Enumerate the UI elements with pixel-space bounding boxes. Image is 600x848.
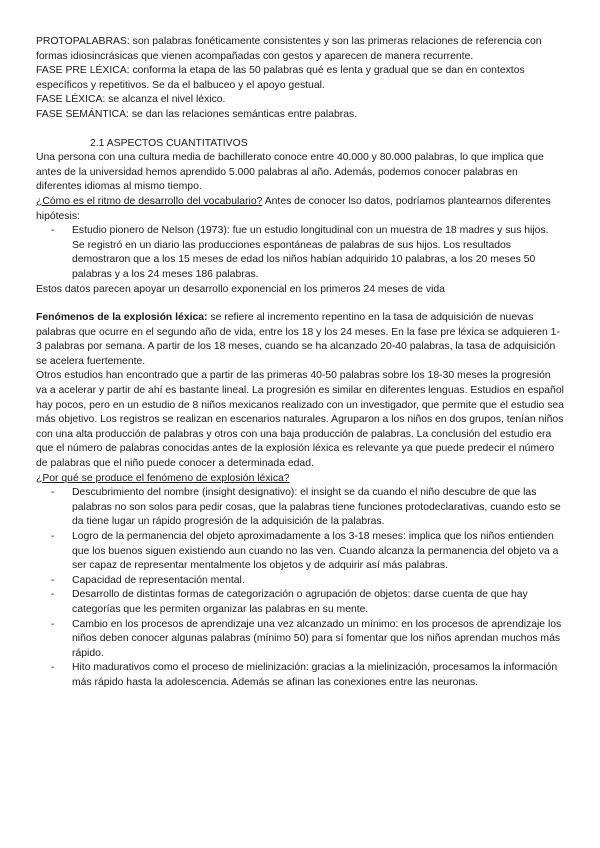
spacer [36,297,564,311]
list-item: - Descubrimiento del nombre (insight designativo): el insight se da cuando el niño descubre de que las palabras no son solos para pedir cosas, que la palabras tiene funciones protodeclarativas, cuando esto se da tiene lugar un rápido progresión de la adquisición de la palabras. [72,486,564,530]
explosion-question: ¿Por qué se produce el fenómeno de explosión léxica? [36,472,290,484]
list-item: - Hito madurativos como el proceso de mielinización: gracias a la mielinización, procesamos la información más rápido hasta la adolescencia. Además se afinan las conexiones entre las neuronas. [72,661,564,690]
list-item: - Estudio pionero de Nelson (1973): fue un estudio longitudinal con un muestra de 18 madres y sus hijos. Se registró en un diario las producciones espontáneas de palabras de sus hijos. Los resultados demostraron que a los 15 meses de edad los niños habían adquirido 10 palabras, a los 20 meses 50 palabras y a los 24 meses 186 palabras. [72,224,564,282]
list-item: - Desarrollo de distintas formas de categorización o agrupación de objetos: darse cuenta de que hay categorías que les permiten organizar las palabras en su mente. [72,588,564,617]
explosion-reasons-list [36,486,564,690]
explosion-paragraph [36,311,564,369]
list-item: - Logro de la permanencia del objeto aproximadamente a los 3-18 meses: implica que los niños entienden que los buenos siguen existiendo aun cuando no las ven. Cuando alcanza la permanencia del objeto va a ser capaz de representar mentalmente los objetos y de adquirir así más palabras. [72,530,564,574]
question-continuation: Antes de conocer lso datos, podríamos plantearnos diferentes hipótesis: [36,195,551,222]
explosion-title: Fenómenos de la explosión léxica: [36,312,208,324]
fase-pre-lexica-definition: FASE PRE LÉXICA: conforma la etapa de las 50 palabras qué es lenta y gradual que se dan en contextos específicos y repetitivos. Se da el balbuceo y el apoyo gestual. [36,65,525,91]
vocabulary-rhythm-question [36,195,564,224]
spacer [36,123,564,137]
hypotheses-list [36,224,564,282]
explosion-definition: se refiere al incremento repentino en la tasa de adquisición de nuevas palabras que ocurre en el segundo año de vida, entre los 18 y los 24 meses. En la fase pre léxica se adquieren 1-3 palabras por semana. A partir de los 18 meses, cuando se ha alcanzado 20-40 palabras, la tasa de adquisición se acelera fuertemente. [36,312,560,367]
other-studies-paragraph: Otros estudios han encontrado que a partir de las primeras 40-50 palabras sobre los 18-30 meses la progresión va a acelerar y partir de ahí es bastante lineal. La progresión es similar en diferentes lenguas. Estudios en español hay pocos, pero en un estudio de 8 niños mexicanos realizado con un investigador, que permite que el estudio sea más objetivo. Los registros se realizan en escenarios naturales. Agruparon a los niños en dos grupos, tenían niños con una alta producción de palabras y otros con una baja producción de palabras. La conclusión del estudio era que el número de palabras conocidas antes de la explosión léxica es relevante ya que puede predecir el número de palabras que el niño puede conocer a determinada edad. [36,370,564,470]
list-item: - Cambio en los procesos de aprendizaje una vez alcanzado un mínimo: en los procesos de aprendizaje los niños deben conocer algunas palabras (mínimo 50) para sí fomentar que los niños aprendan muchos más rápido. [72,618,564,662]
exponential-conclusion: Estos datos parecen apoyar un desarrollo exponencial en los primeros 24 meses de vida [36,283,445,295]
question-underlined: ¿Cómo es el ritmo de desarrollo del vocabulario? [36,195,263,207]
vocabulary-size-paragraph: Una persona con una cultura media de bachillerato conoce entre 40.000 y 80.000 palabras, lo que implica que antes de la universidad hemos aprendido 5.000 palabras al año. Además, podemos conocer palabras en diferentes idiomas al mismo tiempo. [36,152,544,193]
protopalabras-definition: PROTOPALABRAS: son palabras fonéticamente consistentes y son las primeras relaciones de referencia con formas idiosincrásicas que vienen acompañadas con gestos y aparecen de manera recurrente. [36,36,542,62]
fase-semantica-definition: FASE SEMÁNTICA: se dan las relaciones semánticas entre palabras. [36,108,358,120]
list-item: - Capacidad de representación mental. [72,574,564,589]
fase-lexica-definition: FASE LÉXICA: se alcanza el nivel léxico. [36,94,226,106]
section-heading: 2.1 ASPECTOS CUANTITATIVOS [90,137,248,149]
